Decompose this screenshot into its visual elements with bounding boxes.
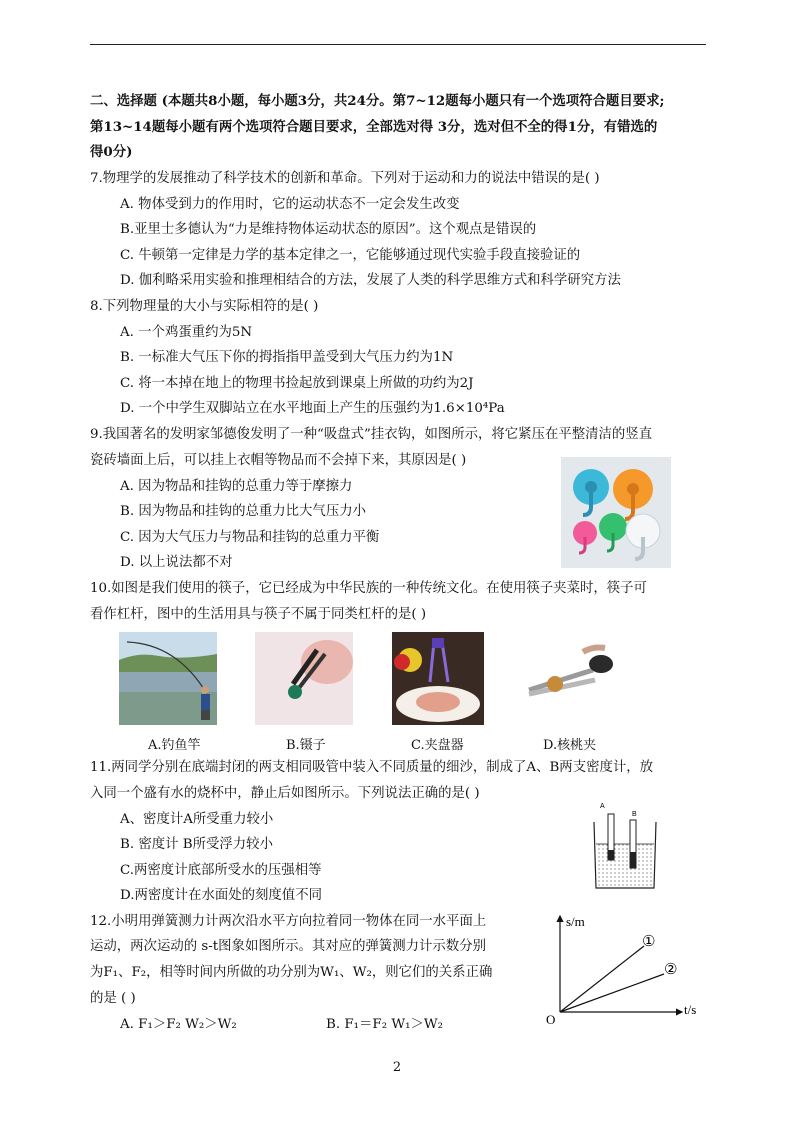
q9-option-c: C. 因为大气压力与物品和挂钩的总重力平衡 bbox=[120, 530, 380, 545]
plate-clip-image bbox=[392, 632, 484, 725]
q7-option-d: D. 伽利略采用实验和推理相结合的方法，发展了人类的科学思维方式和科学研究方法 bbox=[120, 273, 621, 288]
q8-stem: 8.下列物理量的大小与实际相符的是( ) bbox=[90, 299, 319, 314]
q10-stem-line1: 10.如图是我们使用的筷子，它已经成为中华民族的一种传统文化。在使用筷子夹菜时，筷子可 bbox=[90, 581, 647, 596]
section-header-line3: 得0分) bbox=[90, 144, 133, 160]
q12-stem-line2: 运动，两次运动的 s-t图象如图所示。其对应的弹簧测力计示数分别 bbox=[90, 939, 486, 954]
q12-stem-line1: 12.小明用弹簧测力计两次沿水平方向拉着同一物体在同一水平面上 bbox=[90, 914, 487, 929]
densimeter-a-label: A bbox=[600, 803, 605, 810]
q11-option-c: C.两密度计底部所受水的压强相等 bbox=[120, 863, 322, 878]
q7-option-c: C. 牛顿第一定律是力学的基本定律之一，它能够通过现代实验手段直接验证的 bbox=[120, 248, 581, 263]
section-header-line1: 二、选择题 (本题共8小题，每小题3分，共24分。第7~12题每小题只有一个选项符合题目要求; bbox=[90, 93, 665, 109]
q10-caption-a: A.钓鱼竿 bbox=[148, 738, 201, 753]
q10-caption-c: C.夹盘器 bbox=[411, 738, 464, 753]
tweezers-image bbox=[255, 632, 353, 725]
q11-stem-line1: 11.两同学分别在底端封闭的两支相同吸管中装入不同质量的细沙，制成了A、B两支密度计，放 bbox=[90, 760, 654, 775]
q11-option-a: A、密度计A所受重力较小 bbox=[120, 812, 274, 827]
header-rule bbox=[90, 44, 706, 45]
section-header-line2: 第13~14题每小题有两个选项符合题目要求，全部选对得 3分，选对但不全的得1分，有错选的 bbox=[90, 119, 658, 135]
q7-stem: 7.物理学的发展推动了科学技术的创新和革命。下列对于运动和力的说法中错误的是( ) bbox=[90, 171, 600, 186]
q8-option-c: C. 将一本掉在地上的物理书捡起放到课桌上所做的功约为2J bbox=[120, 376, 474, 391]
q8-option-d: D. 一个中学生双脚站立在水平地面上产生的压强约为1.6×10⁴Pa bbox=[120, 401, 505, 416]
q9-option-b: B. 因为物品和挂钩的总重力比大气压力小 bbox=[120, 504, 366, 519]
x-axis-label: t/s bbox=[684, 1002, 697, 1017]
nutcracker-image bbox=[523, 632, 615, 712]
y-axis-label: s/m bbox=[566, 914, 585, 929]
s-t-graph bbox=[540, 908, 712, 1026]
densimeter-b-label: B bbox=[632, 811, 637, 818]
fishing-rod-image bbox=[119, 632, 217, 725]
origin-label: O bbox=[546, 1012, 556, 1026]
page-number: 2 bbox=[392, 1060, 402, 1075]
q7-option-b: B.亚里士多德认为“力是维持物体运动状态的原因”。这个观点是错误的 bbox=[120, 222, 537, 237]
q12-stem-line3: 为F₁、F₂，相等时间内所做的功分别为W₁、W₂，则它们的关系正确 bbox=[90, 965, 493, 980]
beaker-diagram bbox=[590, 800, 660, 892]
q7-option-a: A. 物体受到力的作用时，它的运动状态不一定会发生改变 bbox=[120, 197, 460, 212]
q12-stem-line4: 的是 ( ) bbox=[90, 991, 136, 1006]
suction-hooks-image bbox=[561, 457, 671, 568]
q11-option-b: B. 密度计 B所受浮力较小 bbox=[120, 837, 273, 852]
q8-option-b: B. 一标准大气压下你的拇指指甲盖受到大气压力约为1N bbox=[120, 350, 454, 365]
q12-option-a: A. F₁＞F₂ W₂＞W₂ bbox=[120, 1017, 237, 1032]
q11-option-d: D.两密度计在水面处的刻度值不同 bbox=[120, 888, 322, 903]
q9-stem-line2: 瓷砖墙面上后，可以挂上衣帽等物品而不会掉下来，其原因是( ) bbox=[90, 453, 467, 468]
q9-option-d: D. 以上说法都不对 bbox=[120, 555, 233, 570]
q10-stem-line2: 看作杠杆，图中的生活用具与筷子不属于同类杠杆的是( ) bbox=[90, 607, 427, 622]
line-2-label: ② bbox=[664, 960, 678, 978]
q9-option-a: A. 因为物品和挂钩的总重力等于摩擦力 bbox=[120, 479, 353, 494]
q12-option-b: B. F₁＝F₂ W₁＞W₂ bbox=[326, 1017, 443, 1032]
q8-option-a: A. 一个鸡蛋重约为5N bbox=[120, 325, 253, 340]
q11-stem-line2: 入同一个盛有水的烧杯中，静止后如图所示。下列说法正确的是( ) bbox=[90, 786, 480, 801]
q9-stem-line1: 9.我国著名的发明家邹德俊发明了一种“吸盘式”挂衣钩，如图所示，将它紧压在平整清洁的竖直 bbox=[90, 427, 653, 442]
q10-caption-d: D.核桃夹 bbox=[543, 738, 597, 753]
q10-caption-b: B.镊子 bbox=[286, 738, 326, 753]
line-1-label: ① bbox=[642, 932, 656, 950]
